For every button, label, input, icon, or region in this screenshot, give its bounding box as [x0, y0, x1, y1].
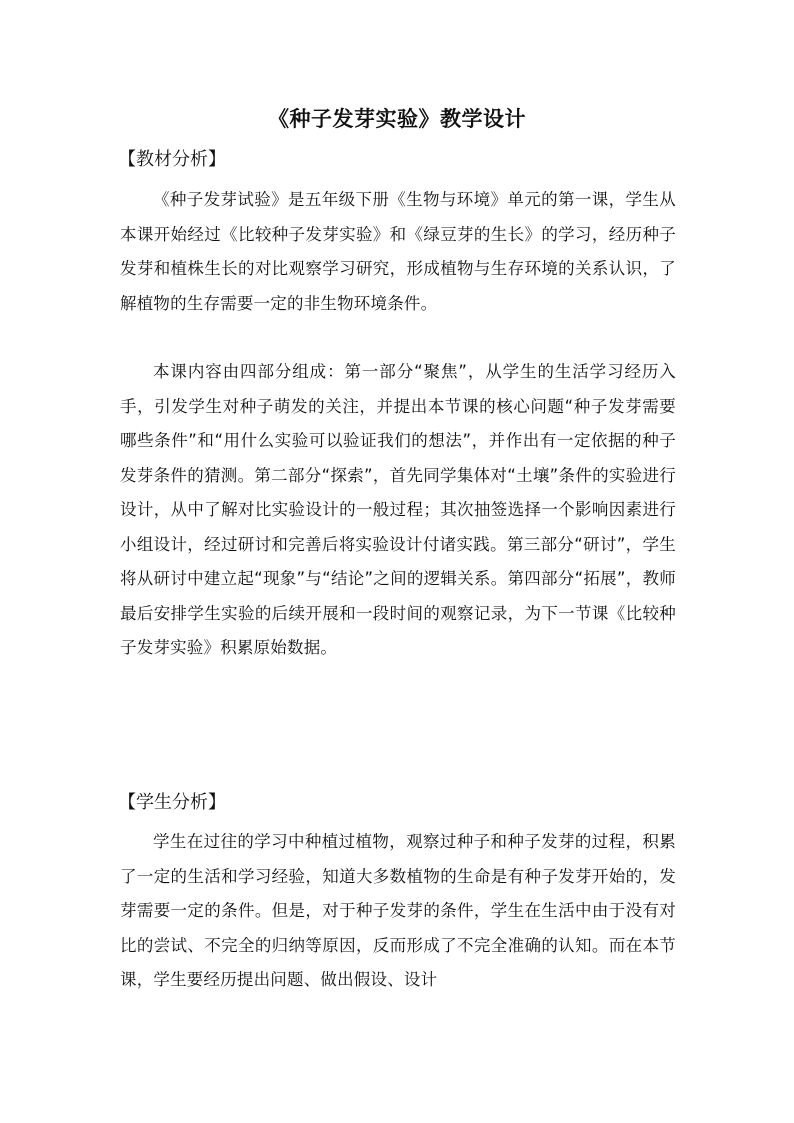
- section-heading-student-analysis: 【学生分析】: [118, 792, 226, 813]
- paragraph: 《种子发芽试验》是五年级下册《生物与环境》单元的第一课，学生从本课开始经过《比较种子发芽实验》和《绿豆芽的生长》的学习，经历种子发芽和植株生长的对比观察学习研究，形成植物与生存环境的关系认识，了解植物的生存需要一定的非生物环境条件。: [120, 190, 676, 313]
- section-heading-textbook-analysis: 【教材分析】: [118, 149, 226, 170]
- paragraph: 本课内容由四部分组成：第一部分“聚焦”，从学生的生活学习经历入手，引发学生对种子萌发的关注，并提出本节课的核心问题“种子发芽需要哪些条件”和“用什么实验可以验证我们的想法”，并作出有一定依据的种子发芽条件的猜测。第二部分“探索”，首先同学集体对“土壤”条件的实验进行设计，从中了解对比实验设计的一般过程；其次抽签选择一个影响因素进行小组设计，经过研讨和完善后将实验设计付诸实践。第三部分“研讨”，学生将从研讨中建立起“现象”与“结论”之间的逻辑关系。第四部分“拓展”，教师最后安排学生实验的后续开展和一段时间的观察记录，为下一节课《比较种子发芽实验》积累原始数据。: [120, 362, 676, 657]
- paragraph: 学生在过往的学习中种植过植物，观察过种子和种子发芽的过程，积累了一定的生活和学习经验，知道大多数植物的生命是有种子发芽开始的，发芽需要一定的条件。但是，对于种子发芽的条件，学生在生活中由于没有对比的尝试、不完全的归纳等原因，反而形成了不完全准确的认知。而在本节课，学生要经历提出问题、做出假设、设计: [120, 832, 676, 989]
- document-title: 《种子发芽实验》教学设计: [268, 107, 526, 131]
